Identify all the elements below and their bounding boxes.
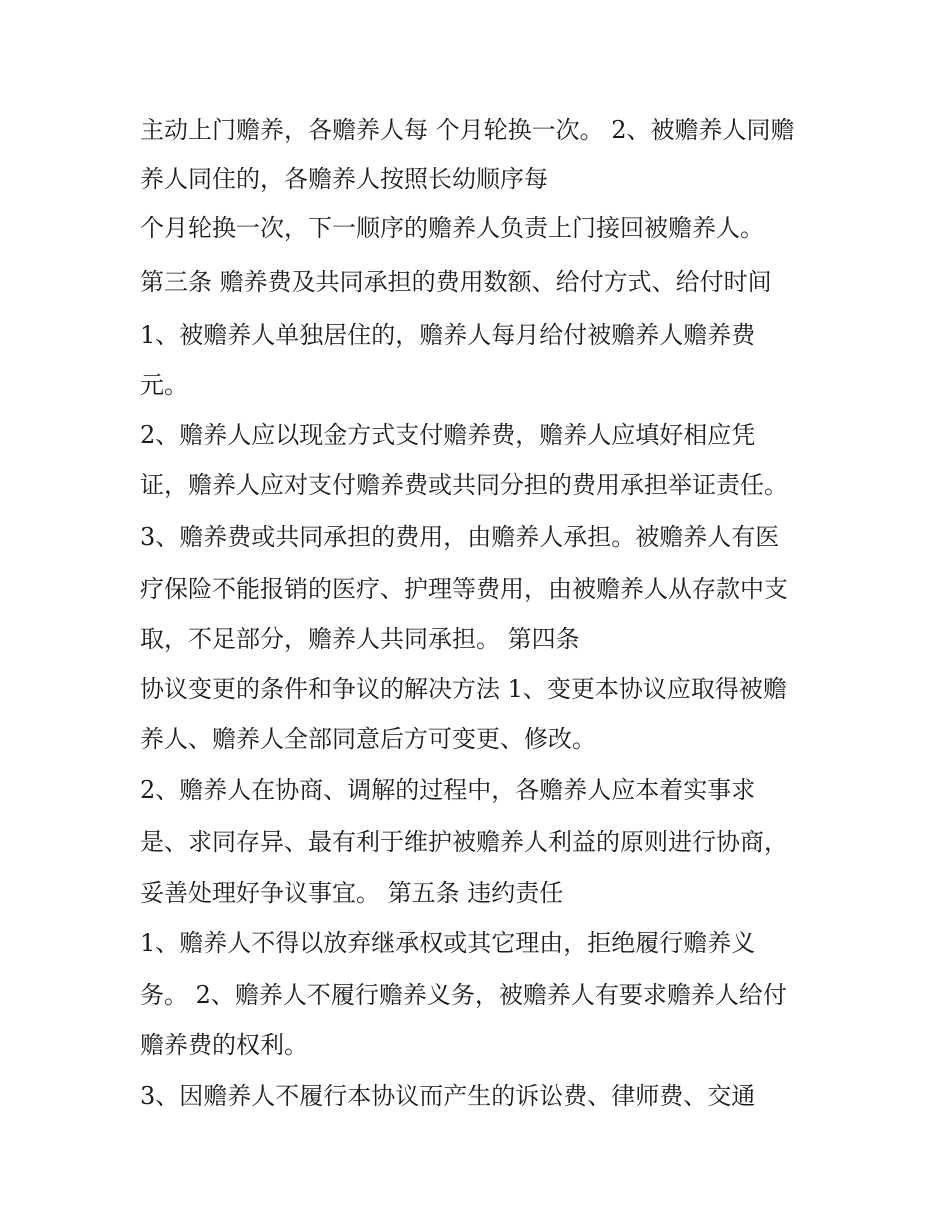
paragraph-line: 养人同住的，各赡养人按照长幼顺序每 (140, 165, 548, 193)
paragraph-line: 3、因赡养人不履行本协议而产生的诉讼费、律师费、交通 (140, 1082, 756, 1110)
paragraph-line: 妥善处理好争议事宜。 第五条 违约责任 (140, 879, 564, 907)
paragraph-line: 协议变更的条件和争议的解决方法 1、变更本协议应取得被赡 (140, 675, 787, 703)
paragraph-line: 赡养费的权利。 (140, 1031, 308, 1059)
paragraph-line: 证，赡养人应对支付赡养费或共同分担的费用承担举证责任。 (140, 471, 788, 499)
paragraph-line: 2、赡养人在协商、调解的过程中，各赡养人应本着实事求 (140, 776, 756, 804)
paragraph-line: 元。 (140, 371, 188, 399)
paragraph-line: 疗保险不能报销的医疗、护理等费用，由被赡养人从存款中支 (140, 575, 788, 603)
paragraph-line: 务。 2、赡养人不履行赡养义务，被赡养人有要求赡养人给付 (140, 981, 787, 1009)
paragraph-line: 1、赡养人不得以放弃继承权或其它理由，拒绝履行赡养义 (140, 929, 756, 957)
paragraph-line: 2、赡养人应以现金方式支付赡养费，赡养人应填好相应凭 (140, 421, 756, 449)
paragraph-line: 主动上门赡养，各赡养人每 个月轮换一次。 2、被赡养人同赡 (140, 116, 795, 144)
section-heading-line: 第三条 赡养费及共同承担的费用数额、给付方式、给付时间 (140, 268, 772, 296)
paragraph-line: 是、求同存异、最有利于维护被赡养人利益的原则进行协商， (140, 828, 788, 856)
paragraph-line: 3、赡养费或共同承担的费用，由赡养人承担。被赡养人有医 (140, 523, 780, 551)
paragraph-line: 个月轮换一次，下一顺序的赡养人负责上门接回被赡养人。 (140, 214, 764, 242)
paragraph-line: 养人、赡养人全部同意后方可变更、修改。 (140, 725, 596, 753)
paragraph-line: 取，不足部分，赡养人共同承担。 第四条 (140, 625, 580, 653)
paragraph-line: 1、被赡养人单独居住的，赡养人每月给付被赡养人赡养费 (140, 321, 756, 349)
